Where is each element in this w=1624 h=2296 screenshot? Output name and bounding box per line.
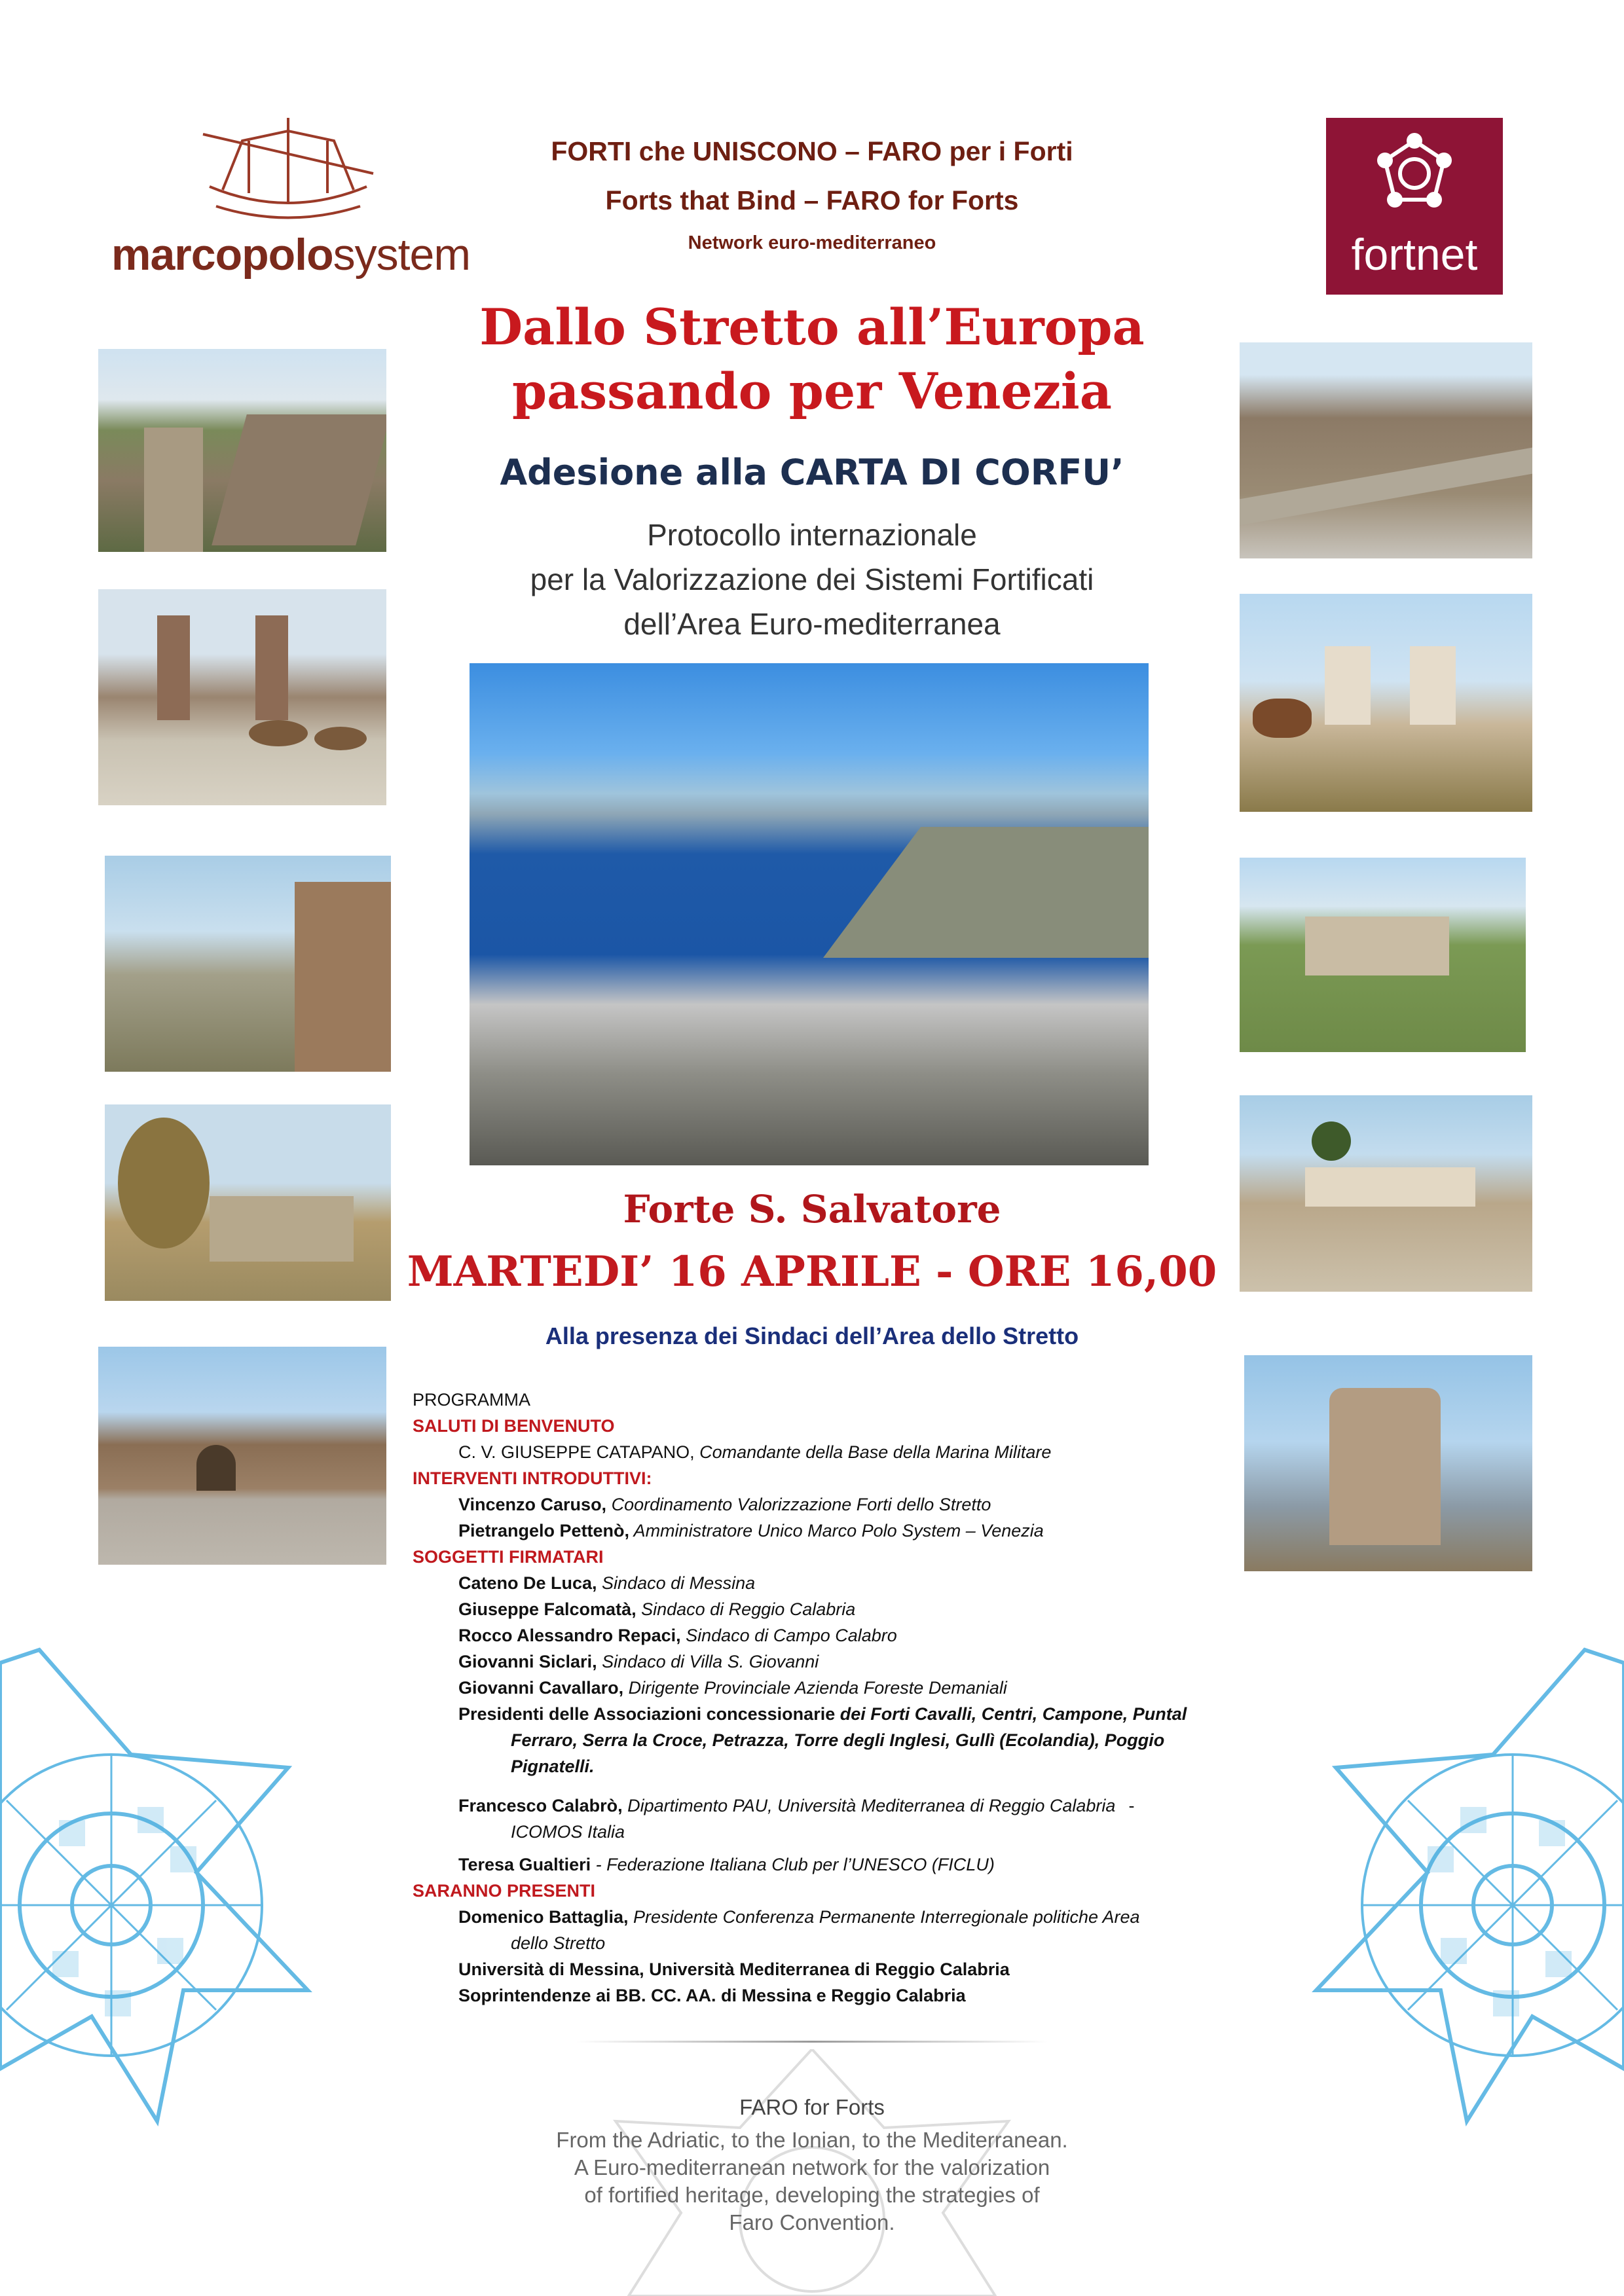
footer-line-3: of fortified heritage, developing the strategies of — [584, 2183, 1040, 2207]
photo-strait-of-messina — [470, 663, 1149, 1165]
photo-fort-aerial-right-3 — [1240, 858, 1526, 1052]
title-line-1: Dallo Stretto all’Europa — [479, 298, 1145, 356]
photo-tower-view-left-3 — [105, 856, 391, 1072]
firmatario-item: Teresa Gualtieri - Federazione Italiana Club per l’UNESCO (FICLU) — [458, 1855, 995, 1874]
star-fort-map-right — [1283, 1624, 1624, 2296]
star-fort-map-left — [0, 1624, 341, 2296]
firmatario-item-cont: ICOMOS Italia — [511, 1822, 625, 1842]
protocollo-line-3: dell’Area Euro-mediterranea — [623, 607, 1001, 641]
footer-line-1: From the Adriatic, to the Ionian, to the Mediterranean. — [556, 2128, 1068, 2152]
fortnet-wordmark: fortnet — [1351, 230, 1478, 280]
footer-line-2: A Euro-mediterranean network for the valorization — [574, 2155, 1050, 2179]
firmatario-item: Giovanni Siclari, Sindaco di Villa S. Giovanni — [458, 1652, 819, 1671]
photo-gate-horse-right-2 — [1240, 594, 1532, 812]
presente-item: Università di Messina, Università Mediterranea di Reggio Calabria — [458, 1959, 1010, 1979]
photo-fort-walls-left-1 — [98, 349, 386, 552]
presente-item: Soprintendenze ai BB. CC. AA. di Messina e Reggio Calabria — [458, 1986, 966, 2005]
interventi-heading: INTERVENTI INTRODUTTIVI: — [413, 1468, 652, 1488]
intervento-item: Pietrangelo Pettenò, Amministratore Unico Marco Polo System – Venezia — [458, 1521, 1044, 1540]
fortnet-logo — [1326, 118, 1503, 295]
header-line-2: Forts that Bind – FARO for Forts — [605, 185, 1019, 215]
saluti-heading: SALUTI DI BENVENUTO — [413, 1416, 615, 1436]
firmatario-item: Presidenti delle Associazioni concessionarie dei Forti Cavalli, Centri, Campone, Puntal — [458, 1704, 1187, 1724]
photo-fort-trees-left-4 — [105, 1104, 391, 1301]
firmatario-item: Giuseppe Falcomatà, Sindaco di Reggio Calabria — [458, 1599, 856, 1619]
event-presence: Alla presenza dei Sindaci dell’Area dello Stretto — [545, 1322, 1079, 1349]
firmatario-item-cont: Pignatelli. — [511, 1757, 595, 1776]
firmatari-heading: SOGGETTI FIRMATARI — [413, 1547, 604, 1567]
saluti-item: C. V. GIUSEPPE CATAPANO, Comandante della Base della Marina Militare — [458, 1442, 1052, 1462]
footer-title: FARO for Forts — [739, 2095, 885, 2119]
header-line-3: Network euro-mediterraneo — [688, 232, 936, 253]
photo-fort-walkway-right-4 — [1240, 1095, 1532, 1292]
protocollo-line-2: per la Valorizzazione dei Sistemi Fortificati — [530, 562, 1094, 596]
programma-heading: PROGRAMMA — [413, 1390, 531, 1410]
marcopolo-wordmark: marcopolosystem — [111, 230, 470, 280]
photo-fort-courtyard-left-5 — [98, 1347, 386, 1565]
firmatario-item-cont: Ferraro, Serra la Croce, Petrazza, Torre degli Inglesi, Gullì (Ecolandia), Poggio — [511, 1730, 1165, 1750]
firmatario-item: Cateno De Luca, Sindaco di Messina — [458, 1573, 756, 1593]
title-line-2: passando per Venezia — [512, 362, 1112, 420]
presente-item-cont: dello Stretto — [511, 1933, 606, 1953]
presenti-heading: SARANNO PRESENTI — [413, 1881, 596, 1901]
photo-round-tower-right-5 — [1244, 1355, 1532, 1571]
programma-list — [413, 1387, 1244, 2015]
event-datetime: MARTEDI’ 16 APRILE - ORE 16,00 — [407, 1247, 1217, 1296]
presente-item: Domenico Battaglia, Presidente Conferenza Permanente Interregionale politiche Area — [458, 1907, 1140, 1927]
adesione-heading: Adesione alla CARTA DI CORFU’ — [500, 452, 1124, 493]
firmatario-item: Francesco Calabrò, Dipartimento PAU, Università Mediterranea di Reggio Calabria - — [458, 1796, 1135, 1815]
header-line-1: FORTI che UNISCONO – FARO per i Forti — [551, 136, 1073, 166]
event-place: Forte S. Salvatore — [623, 1187, 1001, 1231]
photo-deer-left-2 — [98, 589, 386, 805]
firmatario-item: Giovanni Cavallaro, Dirigente Provinciale Azienda Foreste Demaniali — [458, 1678, 1007, 1698]
protocollo-line-1: Protocollo internazionale — [647, 518, 977, 552]
photo-fort-ramp-right-1 — [1240, 342, 1532, 558]
fortnet-emblem-icon — [1372, 131, 1457, 216]
footer-line-4: Faro Convention. — [729, 2210, 895, 2234]
footer-divider — [576, 2041, 1048, 2043]
intervento-item: Vincenzo Caruso, Coordinamento Valorizzazione Forti dello Stretto — [458, 1495, 991, 1514]
firmatario-item: Rocco Alessandro Repaci, Sindaco di Campo Calabro — [458, 1626, 897, 1645]
ship-icon — [190, 115, 386, 226]
